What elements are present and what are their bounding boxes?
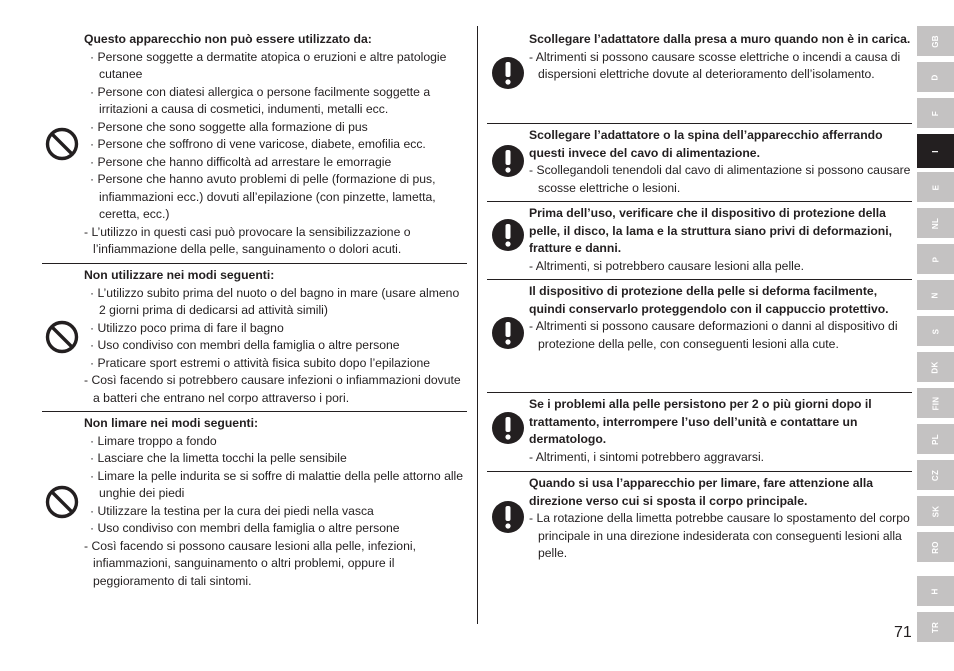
tab-f[interactable] bbox=[917, 98, 954, 128]
tab-fin[interactable] bbox=[917, 388, 954, 418]
tab-label: P bbox=[930, 256, 940, 262]
right-section-6-text bbox=[529, 475, 912, 563]
mandatory-icon bbox=[491, 56, 525, 90]
list-item: · Persone che soffrono di vene varicose, diabete, emofilia ecc. bbox=[90, 137, 426, 151]
tab-d[interactable] bbox=[917, 62, 954, 92]
tab-label: CZ bbox=[930, 469, 940, 481]
tab-i[interactable] bbox=[917, 134, 954, 168]
list-item: · Uso condiviso con membri della famiglia o altre persone bbox=[90, 338, 400, 352]
section-heading: Non utilizzare nei modi seguenti: bbox=[84, 268, 275, 282]
consequence-note: - Così facendo si possono causare lesioni alla pelle, infezioni, infiammazioni, sanguinamento o altri problemi, oppure il peggioramento di tali sintomi. bbox=[84, 538, 416, 588]
section-divider bbox=[42, 411, 467, 412]
right-section-2-text bbox=[529, 127, 912, 197]
list-item: · Uso condiviso con membri della famiglia o altre persone bbox=[90, 521, 400, 535]
section-heading: Se i problemi alla pelle persistono per 2 o più giorni dopo il trattamento, interrompere l’uso dell’unità e contattare un dermatologo. bbox=[529, 397, 872, 446]
tab-h[interactable] bbox=[917, 576, 954, 606]
tab-sk[interactable] bbox=[917, 496, 954, 526]
section-heading: Non limare nei modi seguenti: bbox=[84, 416, 259, 430]
list-item: · Persone che hanno avuto problemi di pelle (formazione di pus, infiammazioni ecc.) dovuti all’epilazione (con pinzette, lametta, ceretta, ecc.) bbox=[90, 172, 436, 221]
tab-label: NL bbox=[930, 217, 940, 229]
consequence-note: - Così facendo si potrebbero causare infezioni o infiammazioni dovute a batteri che entrano nel corpo attraverso i pori. bbox=[84, 373, 461, 405]
tab-ro[interactable] bbox=[917, 532, 954, 562]
tab-label: I bbox=[931, 149, 940, 153]
tab-label: DK bbox=[931, 360, 940, 374]
tab-label: SK bbox=[931, 505, 940, 517]
tab-label: RO bbox=[930, 540, 940, 554]
right-section-4-text bbox=[529, 283, 912, 353]
list-item: · Lasciare che la limetta tocchi la pelle sensibile bbox=[90, 451, 347, 465]
tab-pl[interactable] bbox=[917, 424, 954, 454]
consequence-note: - L’utilizzo in questi casi può provocare la sensibilizzazione o l’infiammazione della pelle, sanguinamento o dolori acuti. bbox=[84, 224, 411, 256]
right-section-3-text bbox=[529, 205, 912, 275]
mandatory-icon bbox=[491, 411, 525, 445]
tab-label: N bbox=[930, 291, 940, 299]
section-heading: Prima dell’uso, verificare che il dispositivo di protezione della pelle, il disco, la lama e la struttura siano privi di deformazioni, fratture e danni. bbox=[529, 206, 893, 255]
section-heading: Scollegare l’adattatore dalla presa a muro quando non è in carica. bbox=[529, 32, 911, 46]
consequence-note: - La rotazione della limetta potrebbe causare lo spostamento del corpo principale in una direzione indesiderata con conseguenti lesioni alla pelle. bbox=[529, 511, 910, 560]
section-divider bbox=[487, 201, 912, 202]
list-item: · Persone soggette a dermatite atopica o eruzioni e altre patologie cutanee bbox=[90, 49, 447, 81]
tab-label: S bbox=[930, 328, 940, 334]
left-section-3-text bbox=[84, 415, 467, 590]
tab-label: TR bbox=[930, 621, 940, 633]
prohibition-icon bbox=[45, 320, 79, 354]
list-item: · L’utilizzo subito prima del nuoto o del bagno in mare (usare almeno 2 giorni prima di dedicarsi ad attività simili) bbox=[90, 285, 460, 317]
list-item: · Limare la pelle indurita se si soffre di malattie della pelle attorno alle unghie dei piedi bbox=[90, 468, 464, 500]
section-heading: Quando si usa l’apparecchio per limare, fare attenzione alla direzione verso cui si sposta il corpo principale. bbox=[529, 476, 874, 508]
mandatory-icon bbox=[491, 218, 525, 252]
left-section-2-text bbox=[84, 267, 467, 407]
mandatory-icon bbox=[491, 500, 525, 534]
tab-label: FIN bbox=[930, 396, 940, 410]
list-item: · Utilizzare la testina per la cura dei piedi nella vasca bbox=[90, 503, 374, 518]
tab-dk[interactable] bbox=[917, 352, 954, 382]
list-item: · Praticare sport estremi o attività fisica subito dopo l’epilazione bbox=[90, 355, 431, 370]
section-divider bbox=[487, 123, 912, 124]
mandatory-icon bbox=[491, 316, 525, 350]
left-section-1-text bbox=[84, 31, 467, 259]
prohibition-icon bbox=[45, 127, 79, 161]
consequence-note: - Altrimenti, i sintomi potrebbero aggravarsi. bbox=[529, 449, 765, 464]
tab-label: D bbox=[930, 73, 940, 81]
section-heading: Scollegare l’adattatore o la spina dell’apparecchio afferrando questi invece del cavo di alimentazione. bbox=[529, 128, 883, 160]
tab-tr[interactable] bbox=[917, 612, 954, 642]
tab-label: F bbox=[931, 110, 940, 116]
tab-gb[interactable] bbox=[917, 26, 954, 56]
list-item: · Limare troppo a fondo bbox=[90, 433, 217, 448]
tab-label: E bbox=[930, 184, 940, 190]
consequence-note: - Altrimenti, si potrebbero causare lesioni alla pelle. bbox=[529, 258, 805, 273]
column-divider bbox=[477, 26, 478, 624]
tab-n[interactable] bbox=[917, 280, 954, 310]
right-section-5-text bbox=[529, 396, 912, 466]
tab-label: PL bbox=[930, 433, 940, 445]
page-number: 71 bbox=[894, 624, 912, 641]
consequence-note: - Altrimenti si possono causare scosse elettriche o incendi a causa di dispersioni elettriche dovute al deterioramento dell’isolamento. bbox=[529, 49, 901, 81]
consequence-note: - Altrimenti si possono causare deformazioni o danni al dispositivo di protezione della pelle, con conseguenti lesioni alla cute. bbox=[529, 319, 898, 351]
mandatory-icon bbox=[491, 144, 525, 178]
right-section-1-text bbox=[529, 31, 912, 84]
list-item: · Persone che sono soggette alla formazione di pus bbox=[90, 119, 368, 134]
section-divider bbox=[487, 392, 912, 393]
list-item: · Persone con diatesi allergica o persone facilmente soggette a irritazioni a causa di cosmetici, indumenti, metalli ecc. bbox=[90, 84, 431, 116]
tab-cz[interactable] bbox=[917, 460, 954, 490]
prohibition-icon bbox=[45, 485, 79, 519]
tab-label: H bbox=[930, 587, 940, 595]
tab-s[interactable] bbox=[917, 316, 954, 346]
section-heading: Il dispositivo di protezione della pelle si deforma facilmente, quindi conservarlo proteggendolo con il cappuccio protettivo. bbox=[529, 284, 889, 316]
consequence-note: - Scollegandoli tenendoli dal cavo di alimentazione si possono causare scosse elettriche o lesioni. bbox=[529, 163, 911, 195]
section-heading: Questo apparecchio non può essere utilizzato da: bbox=[84, 32, 372, 46]
tab-label: GB bbox=[930, 34, 940, 48]
tab-p[interactable] bbox=[917, 244, 954, 274]
list-item: · Utilizzo poco prima di fare il bagno bbox=[90, 320, 284, 335]
section-divider bbox=[487, 471, 912, 472]
section-divider bbox=[42, 263, 467, 264]
tab-e[interactable] bbox=[917, 172, 954, 202]
section-divider bbox=[487, 279, 912, 280]
tab-nl[interactable] bbox=[917, 208, 954, 238]
list-item: · Persone che hanno difficoltà ad arrestare le emorragie bbox=[90, 154, 392, 169]
